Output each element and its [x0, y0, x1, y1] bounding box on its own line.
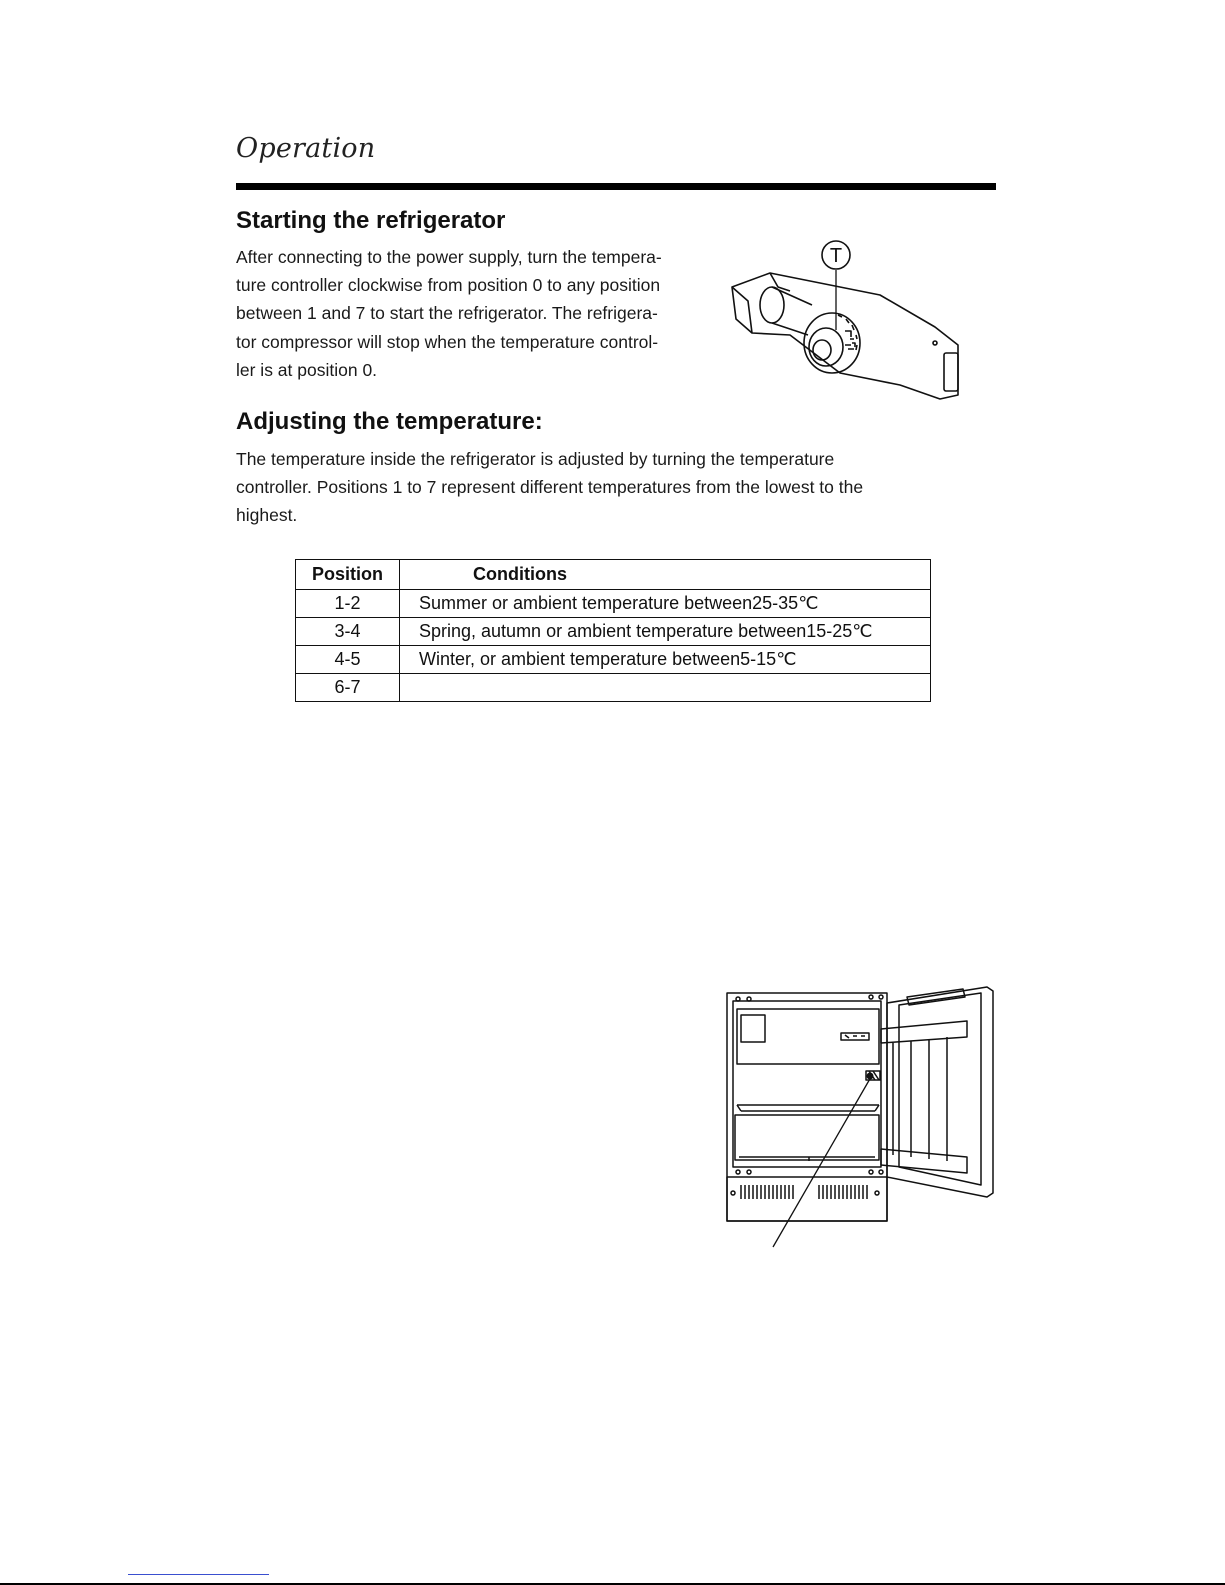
header-position: Position [296, 560, 400, 590]
footer-link-underline [128, 1574, 269, 1575]
table-row [296, 618, 931, 646]
adjusting-paragraph [236, 445, 863, 530]
figure-label-t: T [829, 245, 843, 267]
adjusting-heading: Adjusting the temperature: [236, 408, 543, 435]
position-cell: 6-7 [296, 674, 400, 702]
header-conditions: Conditions [400, 560, 931, 590]
table-row [296, 674, 931, 702]
adjusting-line: controller. Positions 1 to 7 represent different temperatures from the lowest to the [236, 477, 864, 498]
starting-line: ler is at position 0. [236, 359, 378, 380]
conditions-cell: Winter, or ambient temperature between5-15℃ [400, 646, 931, 674]
conditions-cell: Spring, autumn or ambient temperature between15-25℃ [400, 618, 931, 646]
adjusting-line: The temperature inside the refrigerator is adjusted by turning the temperature [236, 449, 835, 469]
table-header-row [296, 560, 931, 590]
table-row [296, 590, 931, 618]
position-cell: 4-5 [296, 646, 400, 674]
refrigerator-interior-illustration [725, 985, 1005, 1265]
temperature-controller-illustration [730, 235, 990, 405]
table-row [296, 646, 931, 674]
starting-paragraph [236, 243, 662, 384]
starting-heading: Starting the refrigerator [236, 207, 506, 234]
page-title: Operation [236, 133, 376, 164]
position-conditions-table [295, 559, 931, 702]
position-cell: 1-2 [296, 590, 400, 618]
starting-line: between 1 and 7 to start the refrigerator. The refrigera- [236, 303, 658, 324]
adjusting-line: highest. [236, 505, 298, 526]
starting-line: After connecting to the power supply, turn the tempera- [236, 247, 662, 267]
starting-line: ture controller clockwise from position 0 to any position [236, 275, 661, 296]
starting-line: tor compressor will stop when the temperature control- [236, 331, 659, 352]
position-cell: 3-4 [296, 618, 400, 646]
title-rule [236, 183, 996, 190]
conditions-cell [400, 674, 931, 702]
conditions-cell: Summer or ambient temperature between25-35℃ [400, 590, 931, 618]
